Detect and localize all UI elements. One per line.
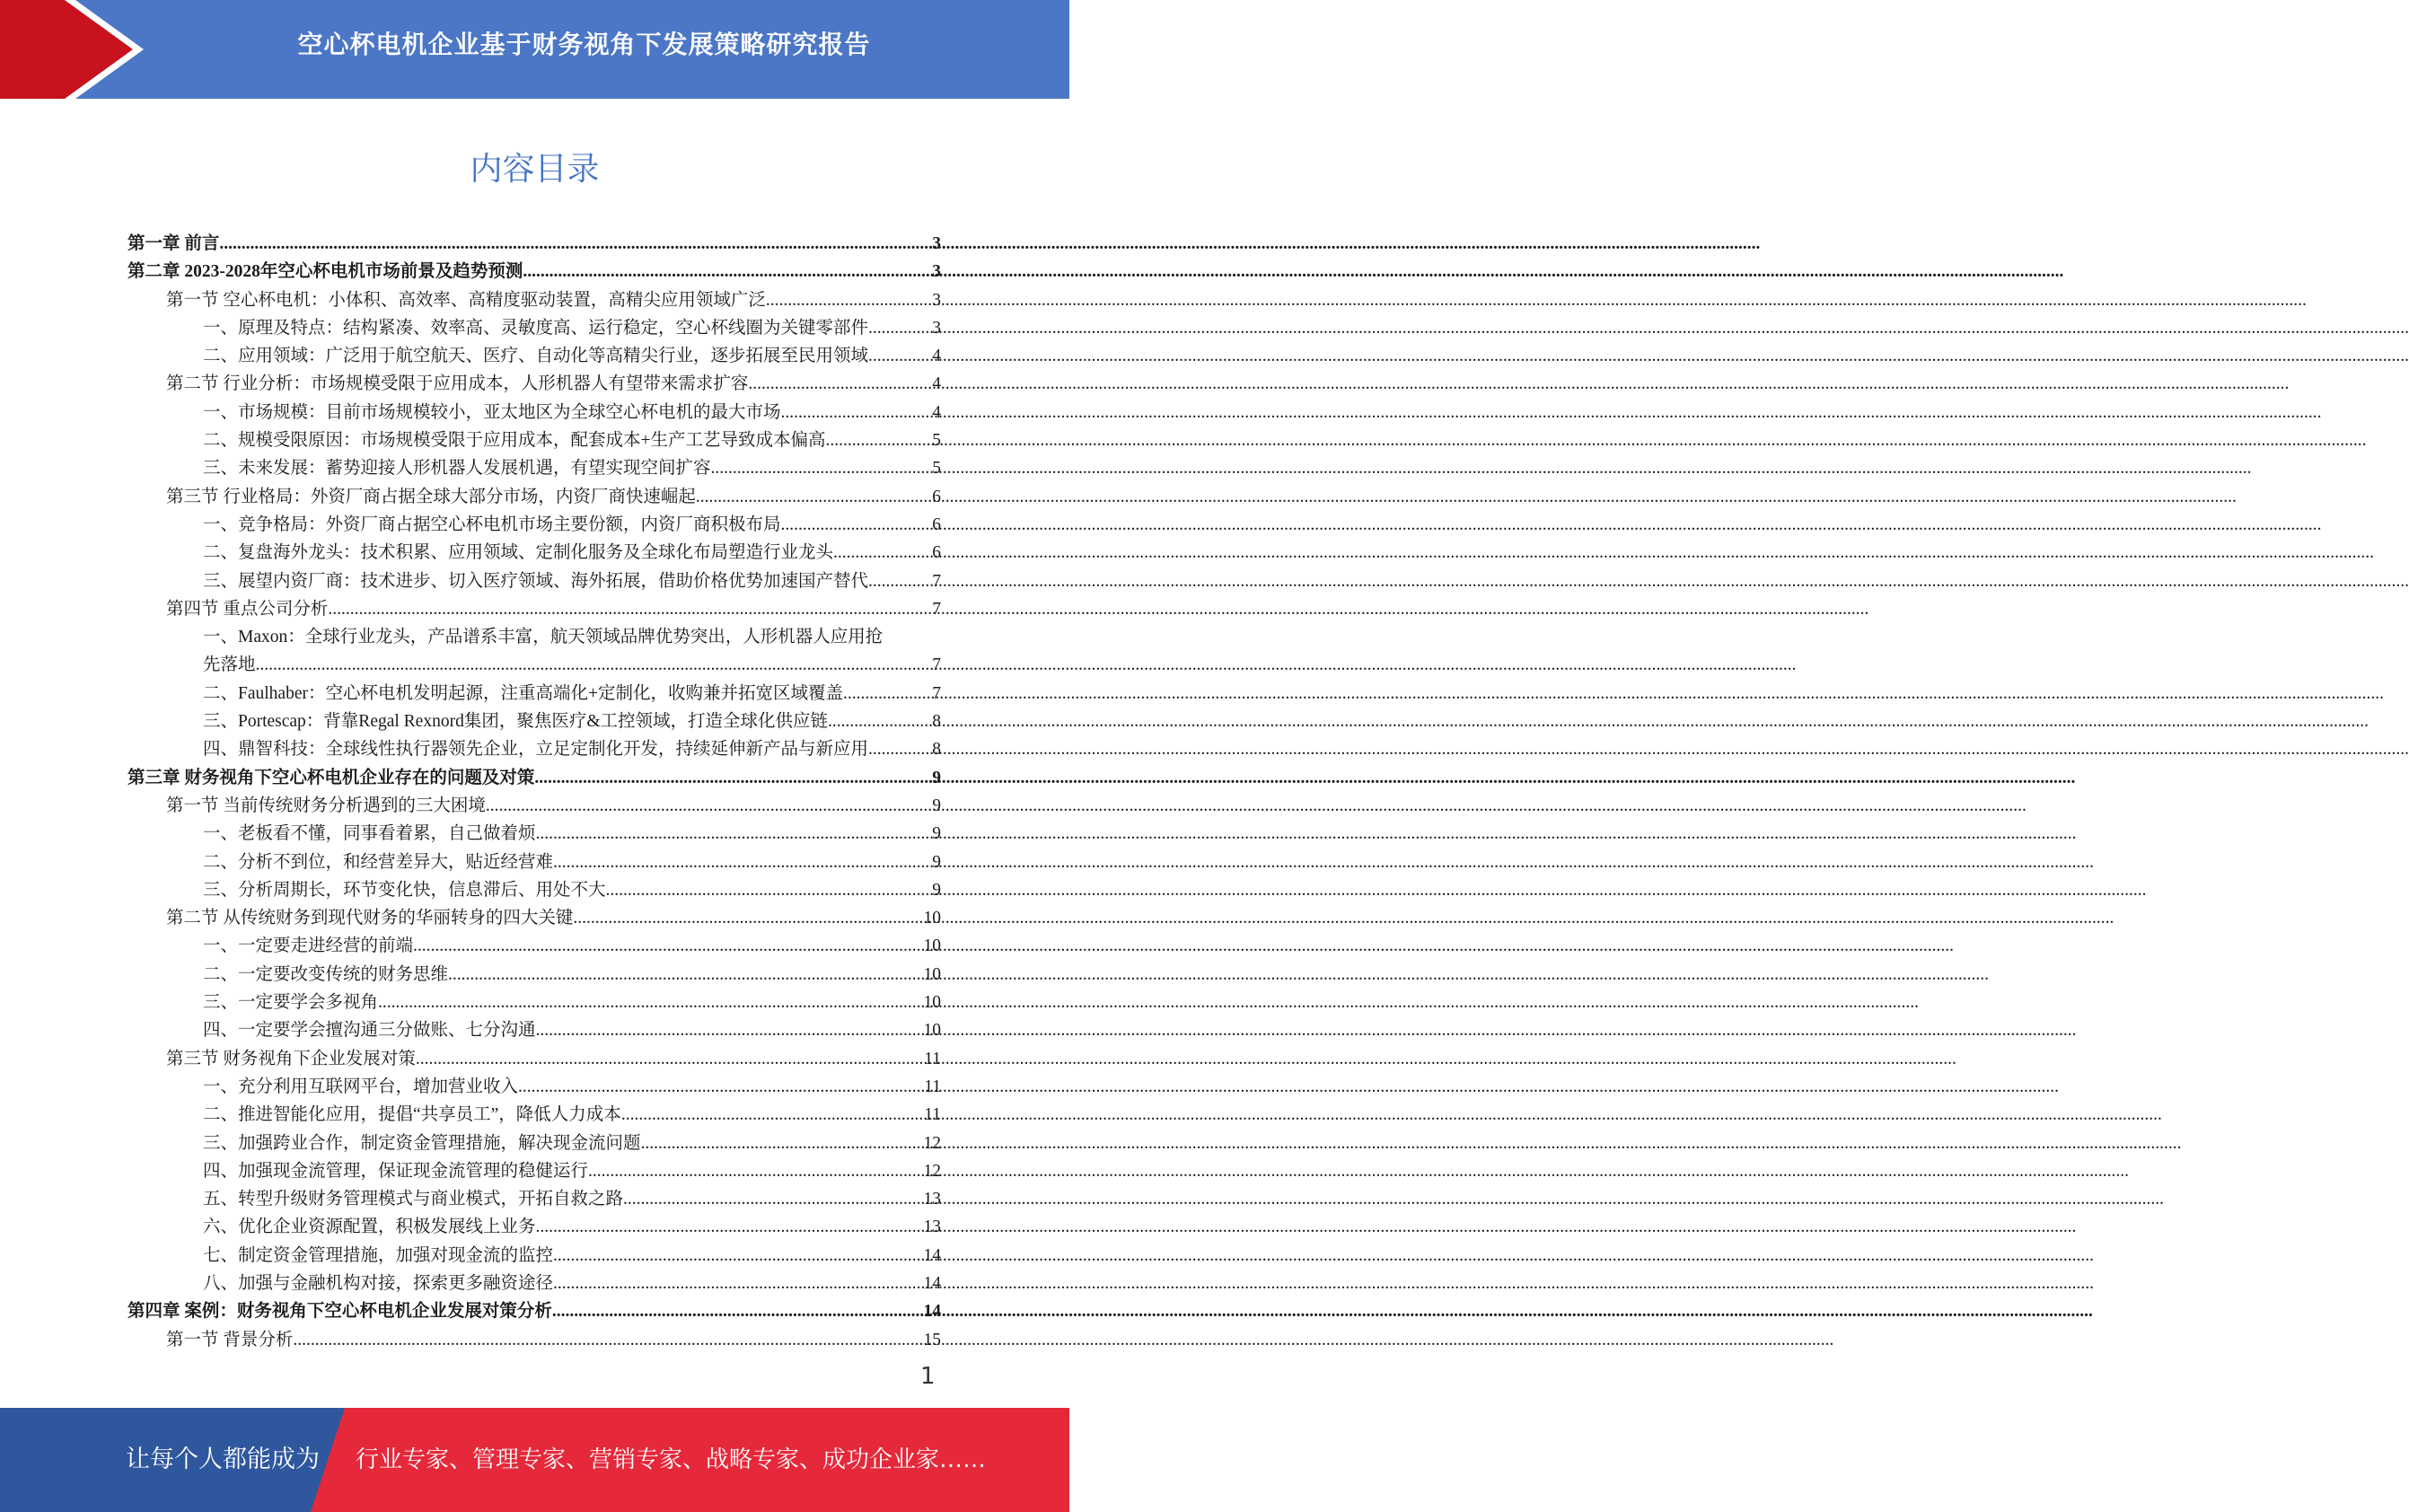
toc-entry-title: 二、复盘海外龙头：技术积累、应用领域、定制化服务及全球化布局塑造行业龙头 — [203, 543, 834, 563]
toc-dot-leader — [219, 230, 932, 258]
toc-dot-leader — [536, 1016, 924, 1044]
toc-dot-leader — [868, 567, 932, 595]
toc-entry-title: 第一节 当前传统财务分析遇到的三大困境 — [166, 796, 486, 815]
toc-entry-page: 10 — [923, 964, 941, 984]
toc-entry-page: 12 — [923, 1133, 941, 1153]
toc-dot-leader — [553, 848, 932, 876]
toc-dot-leader — [606, 876, 933, 904]
toc-dot-leader — [553, 1270, 923, 1297]
toc-entry-title: 三、Portescap：背靠Regal Rexnord集团，聚焦医疗&工控领域，打造全球化供应链 — [203, 712, 828, 732]
toc-entry[interactable] — [127, 1101, 941, 1129]
toc-entry[interactable] — [127, 1073, 941, 1101]
toc-entry-page: 9 — [932, 768, 941, 787]
header-title: 空心杯电机企业基于财务视角下发展策略研究报告 — [297, 30, 871, 59]
toc-dot-leader — [868, 314, 932, 342]
toc-entry[interactable] — [127, 567, 941, 595]
toc-dot-leader — [748, 370, 932, 398]
toc-entry[interactable] — [127, 735, 941, 763]
toc-entry[interactable] — [127, 539, 941, 567]
toc-entry[interactable] — [127, 1242, 941, 1270]
toc-entry-title: 三、未来发展：蓄势迎接人形机器人发展机遇，有望实现空间扩容 — [203, 459, 711, 479]
toc-dot-leader — [328, 595, 932, 623]
toc-entry[interactable] — [127, 651, 941, 679]
toc-entry-title: 第二节 从传统财务到现代财务的华丽转身的四大关键 — [166, 909, 574, 928]
toc-entry[interactable] — [127, 1045, 941, 1073]
toc-dot-leader — [766, 286, 932, 314]
toc-entry-page: 14 — [923, 1302, 941, 1322]
toc-entry-page: 11 — [924, 1105, 941, 1125]
toc-entry[interactable] — [127, 961, 941, 989]
toc-entry-page: 4 — [932, 347, 941, 366]
toc-dot-leader — [843, 680, 932, 708]
toc-dot-leader — [523, 258, 932, 286]
toc-entry-title: 二、Faulhaber：空心杯电机发明起源，注重高端化+定制化，收购兼并拓宽区域覆盖 — [203, 683, 843, 703]
toc-entry-page: 10 — [923, 936, 941, 956]
toc-dot-leader — [518, 1073, 924, 1101]
toc-entry[interactable] — [127, 1157, 941, 1185]
toc-entry[interactable] — [127, 426, 941, 454]
toc-entry-page: 3 — [932, 234, 941, 253]
toc-entry-page: 8 — [932, 740, 941, 760]
toc-dot-leader — [552, 1297, 924, 1325]
toc-entry[interactable] — [127, 230, 941, 258]
toc-dot-leader — [621, 1101, 924, 1129]
toc-entry[interactable] — [127, 1270, 941, 1297]
toc-entry[interactable] — [127, 483, 941, 511]
toc-entry[interactable] — [127, 623, 941, 651]
toc-dot-leader — [553, 1242, 923, 1270]
toc-entry[interactable] — [127, 989, 941, 1016]
toc-entry-page: 10 — [923, 1021, 941, 1041]
toc-entry[interactable] — [127, 708, 941, 735]
toc-dot-leader — [378, 989, 923, 1016]
toc-entry[interactable] — [127, 932, 941, 960]
toc-entry-title: 二、一定要改变传统的财务思维 — [203, 964, 449, 984]
toc-entry-page: 6 — [932, 487, 941, 506]
toc-entry-page: 9 — [932, 796, 941, 815]
toc-dot-leader — [641, 1130, 924, 1157]
toc-entry-page: 5 — [932, 431, 941, 451]
toc-entry-page: 7 — [932, 571, 941, 591]
toc-entry[interactable] — [127, 399, 941, 426]
toc-entry-page: 6 — [932, 543, 941, 563]
toc-entry-page: 3 — [932, 318, 941, 338]
toc-entry-page: 7 — [932, 655, 941, 675]
toc-dot-leader — [781, 399, 933, 426]
toc-entry[interactable] — [127, 1016, 941, 1044]
toc-entry-title: 第三章 财务视角下空心杯电机企业存在的问题及对策 — [127, 768, 535, 787]
toc-entry-page: 11 — [924, 1077, 941, 1096]
toc-entry-page: 12 — [923, 1161, 941, 1181]
toc-entry-page: 4 — [932, 374, 941, 394]
toc-entry-title: 一、充分利用互联网平台，增加营业收入 — [203, 1077, 519, 1096]
toc-entry-title: 四、加强现金流管理，保证现金流管理的稳健运行 — [203, 1161, 589, 1181]
toc-entry-title: 四、鼎智科技：全球线性执行器领先企业，立足定制化开发，持续延伸新产品与新应用 — [203, 740, 869, 760]
toc-entry-title: 一、竞争格局：外资厂商占据空心杯电机市场主要份额，内资厂商积极布局 — [203, 514, 781, 534]
toc-dot-leader — [573, 904, 923, 932]
toc-entry-page: 14 — [923, 1273, 941, 1293]
toc-entry-title: 三、一定要学会多视角 — [203, 993, 379, 1013]
toc-entry[interactable] — [127, 258, 941, 286]
table-of-contents — [127, 230, 941, 1354]
toc-entry[interactable] — [127, 876, 941, 904]
toc-entry-title: 一、老板看不懂，同事看着累，自己做着烦 — [203, 824, 536, 844]
toc-entry-title: 七、制定资金管理措施，加强对现金流的监控 — [203, 1245, 554, 1265]
toc-dot-leader — [781, 511, 933, 539]
toc-entry-title: 第一章 前言 — [127, 234, 220, 253]
toc-entry-title: 第三节 行业格局：外资厂商占据全球大部分市场，内资厂商快速崛起 — [166, 487, 696, 506]
toc-entry-title: 三、展望内资厂商：技术进步、切入医疗领域、海外拓展，借助价格优势加速国产替代 — [203, 571, 869, 591]
toc-entry-title: 四、一定要学会擅沟通三分做账、七分沟通 — [203, 1021, 536, 1041]
toc-entry[interactable] — [127, 342, 941, 370]
toc-entry-page: 9 — [932, 852, 941, 872]
toc-dot-leader — [833, 539, 932, 567]
toc-entry-title: 第四节 重点公司分析 — [166, 599, 329, 619]
toc-entry-title: 二、规模受限原因：市场规模受限于应用成本，配套成本+生产工艺导致成本偏高 — [203, 431, 826, 451]
page-header — [0, 0, 1069, 99]
toc-dot-leader — [828, 708, 932, 735]
toc-entry-page: 13 — [923, 1190, 941, 1209]
toc-entry-title: 先落地 — [203, 655, 256, 675]
toc-entry-page: 14 — [923, 1245, 941, 1265]
toc-entry-title: 第三节 财务视角下企业发展对策 — [166, 1049, 416, 1068]
toc-dot-leader — [413, 932, 923, 960]
toc-entry[interactable] — [127, 848, 941, 876]
toc-entry-page: 4 — [932, 402, 941, 422]
toc-entry-page: 5 — [932, 459, 941, 479]
toc-dot-leader — [711, 454, 933, 482]
toc-entry-title: 三、加强跨业合作，制定资金管理措施，解决现金流问题 — [203, 1133, 641, 1153]
toc-entry[interactable] — [127, 792, 941, 820]
toc-entry[interactable] — [127, 764, 941, 792]
toc-entry-title: 一、市场规模：目前市场规模较小，亚太地区为全球空心杯电机的最大市场 — [203, 402, 781, 422]
toc-entry[interactable] — [127, 1130, 941, 1157]
toc-entry-title: 二、推进智能化应用，提倡“共享员工”，降低人力成本 — [203, 1105, 621, 1125]
toc-dot-leader — [416, 1045, 924, 1073]
toc-dot-leader — [536, 1213, 924, 1241]
toc-entry[interactable] — [127, 1326, 941, 1354]
toc-dot-leader — [826, 426, 933, 454]
toc-dot-leader — [448, 961, 923, 989]
toc-entry[interactable] — [127, 904, 941, 932]
toc-entry-title: 五、转型升级财务管理模式与商业模式，开拓自救之路 — [203, 1190, 624, 1209]
toc-entry-title: 第一节 背景分析 — [166, 1330, 294, 1349]
toc-dot-leader — [534, 764, 932, 792]
toc-entry-title: 第一节 空心杯电机：小体积、高效率、高精度驱动装置，高精尖应用领域广泛 — [166, 290, 766, 310]
toc-entry[interactable] — [127, 370, 941, 398]
page-number: 1 — [920, 1363, 936, 1390]
toc-entry-title: 二、应用领域：广泛用于航空航天、医疗、自动化等高精尖行业，逐步拓展至民用领域 — [203, 347, 869, 366]
toc-entry-page: 8 — [932, 712, 941, 732]
toc-entry-page: 9 — [932, 824, 941, 844]
toc-entry[interactable] — [127, 595, 941, 623]
page-footer — [0, 1408, 1069, 1512]
toc-dot-leader — [623, 1185, 923, 1213]
toc-entry-page: 9 — [932, 880, 941, 900]
toc-entry-title: 第二章 2023-2028年空心杯电机市场前景及趋势预测 — [127, 262, 523, 282]
toc-entry[interactable] — [127, 1213, 941, 1241]
footer-slogan-left: 让每个人都能成为 — [126, 1446, 320, 1473]
toc-entry-page: 3 — [932, 290, 941, 310]
toc-entry-page: 10 — [923, 993, 941, 1013]
toc-entry[interactable] — [127, 680, 941, 708]
toc-entry-page: 15 — [923, 1330, 941, 1349]
toc-entry-page: 7 — [932, 599, 941, 619]
toc-dot-leader — [696, 483, 932, 511]
toc-heading: 内容目录 — [470, 151, 600, 188]
toc-entry-page: 6 — [932, 514, 941, 534]
toc-dot-leader — [536, 820, 933, 848]
toc-entry-title: 三、分析周期长，环节变化快，信息滞后、用处不大 — [203, 880, 606, 900]
toc-entry-page: 10 — [923, 909, 941, 928]
toc-entry-title: 一、Maxon：全球行业龙头，产品谱系丰富，航天领域品牌优势突出，人形机器人应用抢 — [203, 628, 884, 647]
toc-entry-page: 11 — [924, 1049, 941, 1068]
toc-dot-leader — [486, 792, 932, 820]
toc-entry-page: 7 — [932, 683, 941, 703]
toc-entry[interactable] — [127, 820, 941, 848]
toc-dot-leader — [868, 735, 932, 763]
toc-entry-page: 13 — [923, 1218, 941, 1237]
toc-entry-title: 第二节 行业分析：市场规模受限于应用成本，人形机器人有望带来需求扩容 — [166, 374, 749, 394]
toc-dot-leader — [293, 1326, 923, 1354]
toc-entry[interactable] — [127, 314, 941, 342]
toc-entry-title: 第四章 案例：财务视角下空心杯电机企业发展对策分析 — [127, 1302, 552, 1322]
toc-entry[interactable] — [127, 454, 941, 482]
toc-entry[interactable] — [127, 1185, 941, 1213]
footer-slogan-right: 行业专家、管理专家、营销专家、战略专家、成功企业家…… — [356, 1446, 987, 1473]
toc-entry[interactable] — [127, 1297, 941, 1325]
toc-entry[interactable] — [127, 286, 941, 314]
toc-entry-title: 二、分析不到位，和经营差异大，贴近经营难 — [203, 852, 554, 872]
toc-entry-title: 一、一定要走进经营的前端 — [203, 936, 414, 956]
toc-dot-leader — [588, 1157, 923, 1185]
toc-dot-leader — [256, 651, 933, 679]
toc-entry-title: 一、原理及特点：结构紧凑、效率高、灵敏度高、运行稳定，空心杯线圈为关键零部件 — [203, 318, 869, 338]
toc-entry[interactable] — [127, 511, 941, 539]
toc-entry-title: 六、优化企业资源配置，积极发展线上业务 — [203, 1218, 536, 1237]
toc-dot-leader — [868, 342, 932, 370]
toc-entry-page: 3 — [932, 262, 941, 282]
toc-entry-title: 八、加强与金融机构对接，探索更多融资途径 — [203, 1273, 554, 1293]
